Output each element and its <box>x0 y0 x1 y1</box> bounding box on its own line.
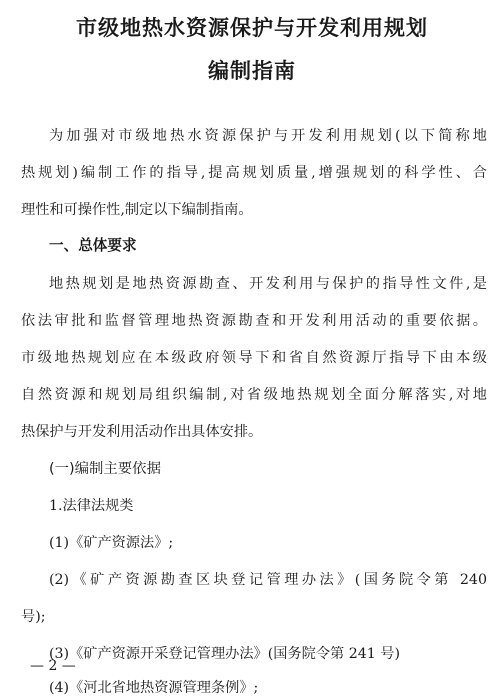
list-item: (3)《矿产资源开采登记管理办法》(国务院令第 241 号) <box>49 646 401 662</box>
section-paragraph-line-3: 市级地热规划应在本级政府领导下和省自然资源厅指导下由本级 <box>21 350 487 366</box>
list-item-continuation: 号); <box>21 609 46 625</box>
section-paragraph-line-5: 热保护与开发利用活动作出具体安排。 <box>21 424 263 440</box>
subsection-heading-main-basis: (一)编制主要依据 <box>49 461 161 477</box>
section-paragraph-line-1: 地热规划是地热资源勘查、开发利用与保护的指导性文件,是 <box>49 276 487 292</box>
intro-line-3: 理性和可操作性,制定以下编制指南。 <box>21 202 253 218</box>
section-heading-general-requirements: 一、总体要求 <box>49 237 137 254</box>
item-heading-laws-regulations: 1.法律法规类 <box>49 498 134 514</box>
section-paragraph-line-4: 自然资源和规划局组织编制,对省级地热规划全面分解落实,对地 <box>21 387 487 403</box>
section-paragraph-line-2: 依法审批和监督管理地热资源勘查和开发利用活动的重要依据。 <box>21 313 487 329</box>
list-item: (4)《河北省地热资源管理条例》; <box>49 680 259 696</box>
document-title-line-2: 编制指南 <box>208 59 296 83</box>
page-number: — 2 — <box>30 658 76 674</box>
list-item: (1)《矿产资源法》; <box>49 535 174 551</box>
document-title-line-1: 市级地热水资源保护与开发利用规划 <box>76 16 428 40</box>
intro-line-1: 为加强对市级地热水资源保护与开发利用规划(以下简称地 <box>49 128 487 144</box>
intro-line-2: 热规划)编制工作的指导,提高规划质量,增强规划的科学性、合 <box>21 165 487 181</box>
list-item: (2)《矿产资源勘查区块登记管理办法》(国务院令第 240 <box>49 572 487 588</box>
